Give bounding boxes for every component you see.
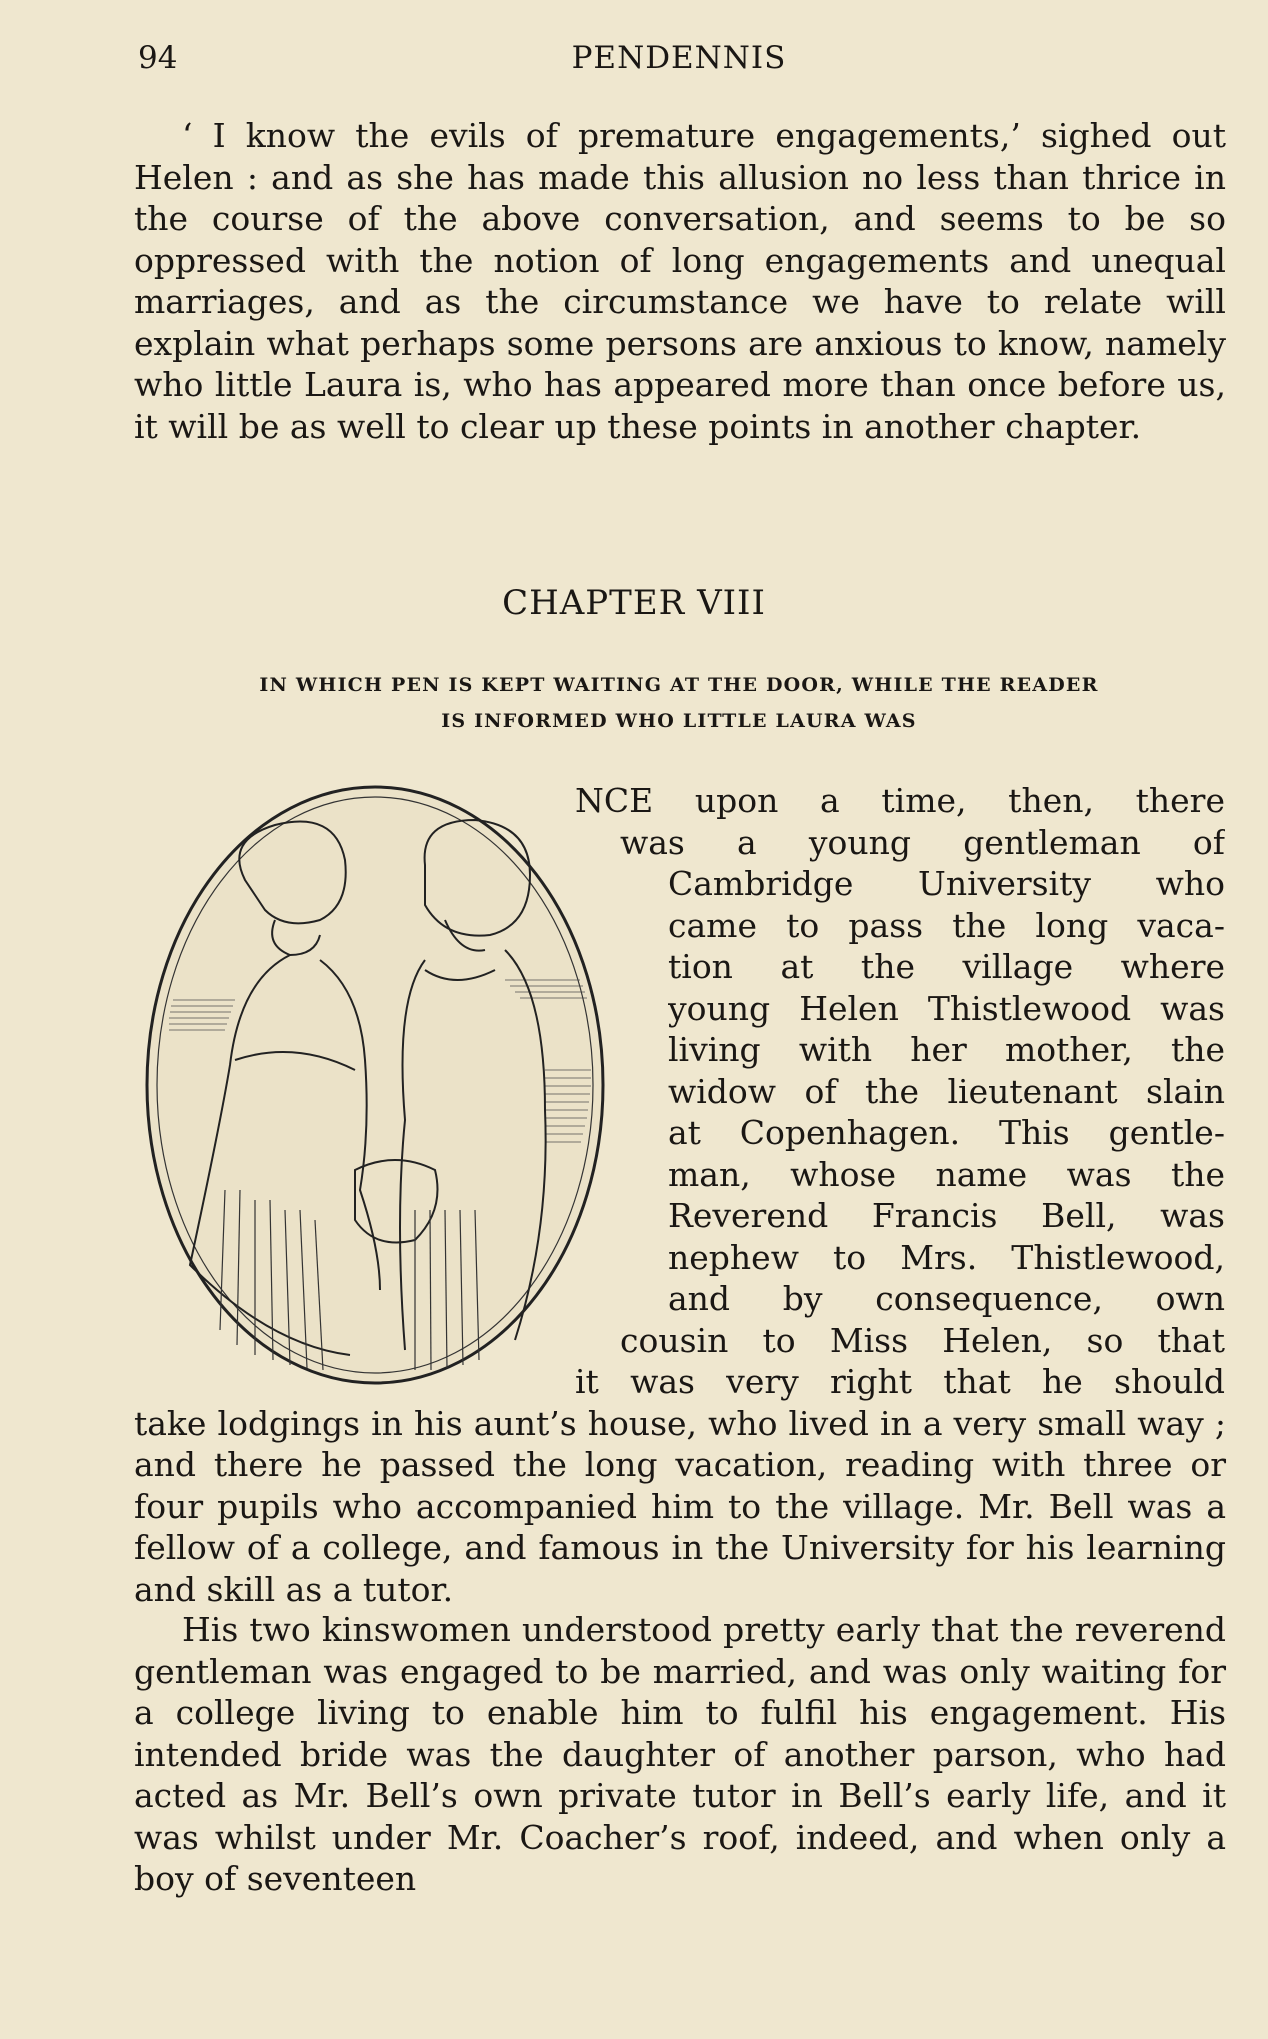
chapter-title: CHAPTER VIII	[502, 583, 766, 623]
paragraph-1: ‘ I know the evils of premature engagements,’ sighed out Helen : and as she has made this allusion no less than thrice in the course of the above conversation, and seems to be so oppressed with the notion of long engagements and unequal marriages, and as the circumstance we have to relate will explain what perhaps some persons are anxious to know, namely who little Laura is, who has appeared more than once before us, it will be as well to clear up these points in another chapter.	[134, 116, 1226, 446]
wrapped-line: man, whose name was the	[668, 1154, 1225, 1194]
chapter-subtitle-line-1: IN WHICH PEN IS KEPT WAITING AT THE DOOR, WHILE THE READER	[259, 674, 1099, 696]
page-number: 94	[138, 40, 178, 76]
running-title: PENDENNIS	[571, 40, 787, 76]
wrapped-line: Cambridge University who	[668, 864, 1225, 903]
wrapped-line: it was very right that he should	[575, 1362, 1225, 1401]
chapter-subtitle	[138, 667, 1220, 739]
wrapped-line: cousin to Miss Helen, so that	[620, 1320, 1225, 1360]
paragraph-2-continued: take lodgings in his aunt’s house, who lived in a very small way ; and there he passed the long vacation, reading with three or four pupils who accompanied him to the village. Mr. Bell was a fellow of a college, and famous in the University for his learning and skill as a tutor.	[134, 1403, 1226, 1609]
wrapped-line: at Copenhagen. This gentle-	[668, 1113, 1225, 1152]
paragraph-3: His two kinswomen understood pretty early that the reverend gentleman was engaged to be married, and was only waiting for a college living to enable him to fulfil his engagement. His intended bride was the daughter of another parson, who had acted as Mr. Bell’s own private tutor in Bell’s early life, and it was whilst under Mr. Coacher’s roof, indeed, and when only a boy of seventeen	[134, 1610, 1226, 1898]
wrapped-line: and by consequence, own	[668, 1279, 1225, 1318]
page-header	[138, 40, 1220, 80]
wrapped-line: was a young gentleman of	[620, 822, 1225, 862]
wrapped-line: widow of the lieutenant slain	[668, 1071, 1225, 1111]
wrapped-line: nephew to Mrs. Thistlewood,	[668, 1237, 1225, 1277]
wrapped-line: young Helen Thistlewood was	[668, 988, 1225, 1028]
wrapped-line: NCE upon a time, then, there	[575, 781, 1225, 820]
engraving-couple-in-oval-frame-icon	[125, 770, 655, 1390]
wrapped-line: living with her mother, the	[668, 1030, 1225, 1069]
wrapped-line: Reverend Francis Bell, was	[668, 1196, 1225, 1235]
wrapped-line: came to pass the long vaca-	[668, 905, 1225, 945]
wrapped-line: tion at the village where	[668, 947, 1225, 986]
chapter-subtitle-line-2: IS INFORMED WHO LITTLE LAURA WAS	[441, 710, 917, 732]
